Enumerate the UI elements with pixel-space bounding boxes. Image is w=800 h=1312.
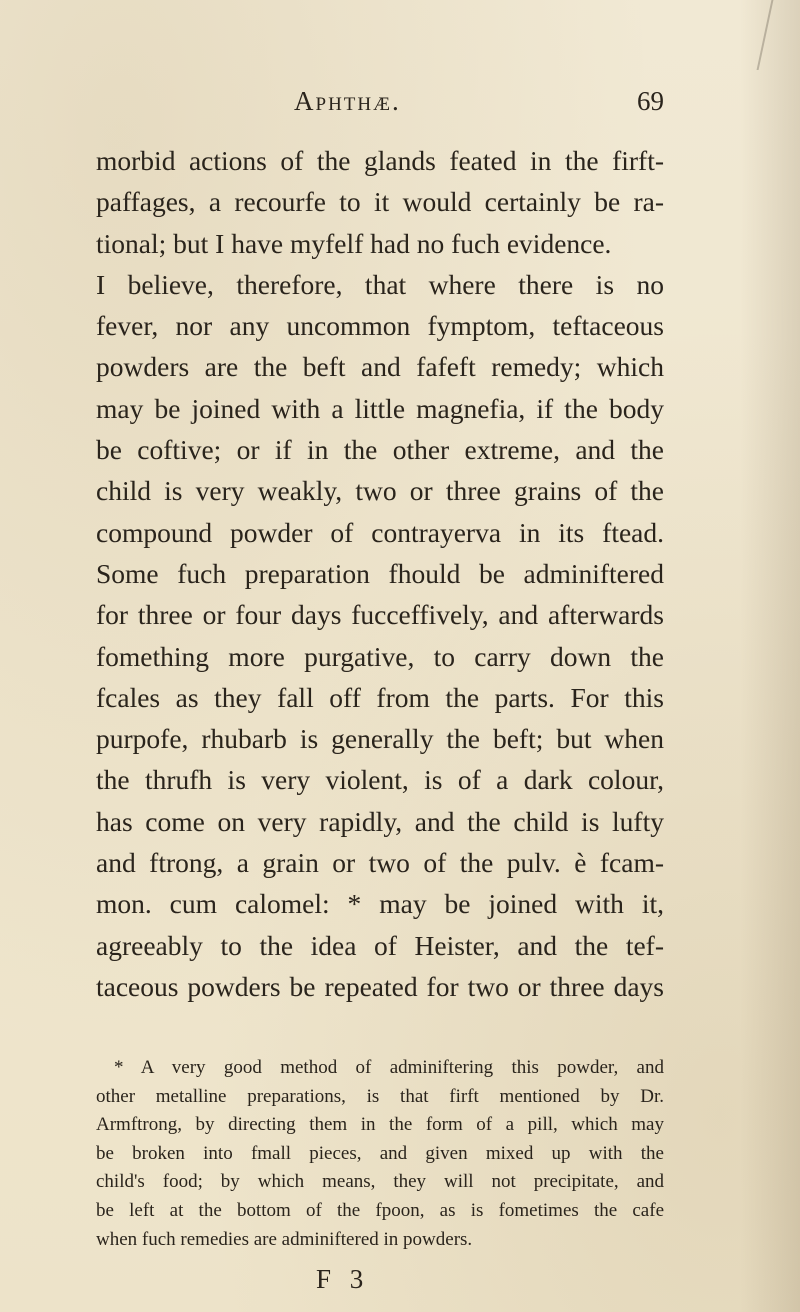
signature-mark: F 3	[316, 1264, 370, 1294]
page-number: 69	[637, 86, 664, 116]
running-title: Aphthæ.	[294, 86, 401, 116]
body-line: be coftive; or if in the other extreme, and the	[96, 434, 664, 466]
body-line: fomething more purgative, to carry down the	[96, 640, 664, 672]
body-line: tional; but I have myfelf had no fuch evidence.	[96, 227, 612, 259]
footnote-line: when fuch remedies are adminiftered in powders.	[96, 1228, 473, 1250]
page-edge-shadow	[740, 0, 800, 1312]
body-line: for three or four days fucceffively, and afterwards	[96, 599, 664, 631]
footnote-line: be left at the bottom of the fpoon, as is fometimes the cafe	[96, 1199, 664, 1221]
footnote	[96, 1054, 664, 1254]
body-line: and ftrong, a grain or two of the pulv. è fcam-	[96, 847, 664, 879]
body-line: compound powder of contrayerva in its ftead.	[96, 516, 664, 548]
body-line: child is very weakly, two or three grains of the	[96, 475, 664, 507]
body-text	[96, 140, 664, 1007]
body-line: purpofe, rhubarb is generally the beft; but when	[96, 723, 664, 755]
body-line: I believe, therefore, that where there is no	[96, 268, 664, 300]
body-line: paffages, a recourfe to it would certainly be ra-	[96, 186, 664, 218]
footnote-line: child's food; by which means, they will not precipitate, and	[96, 1171, 664, 1193]
footnote-line: Armftrong, by directing them in the form of a pill, which may	[96, 1114, 664, 1136]
body-line: mon. cum calomel: * may be joined with it,	[96, 888, 664, 920]
body-line: taceous powders be repeated for two or three days	[96, 970, 664, 1002]
body-line: morbid actions of the glands feated in the firft-	[96, 145, 664, 176]
body-line: may be joined with a little magnefia, if the body	[96, 392, 664, 424]
body-line: fcales as they fall off from the parts. For this	[96, 681, 664, 713]
page-header	[96, 86, 664, 126]
body-line: agreeably to the idea of Heister, and the tef-	[96, 929, 664, 961]
body-line: Some fuch preparation fhould be adminiftered	[96, 557, 664, 589]
footnote-line: be broken into fmall pieces, and given mixed up with the	[96, 1142, 664, 1164]
footnote-line: * A very good method of adminiftering this powder, and	[114, 1057, 664, 1078]
footnote-line: other metalline preparations, is that firft mentioned by Dr.	[96, 1085, 664, 1107]
body-line: powders are the beft and fafeft remedy; which	[96, 351, 664, 383]
body-line: has come on very rapidly, and the child is lufty	[96, 805, 664, 837]
body-line: fever, nor any uncommon fymptom, teftaceous	[96, 310, 664, 342]
body-line: the thrufh is very violent, is of a dark colour,	[96, 764, 664, 796]
